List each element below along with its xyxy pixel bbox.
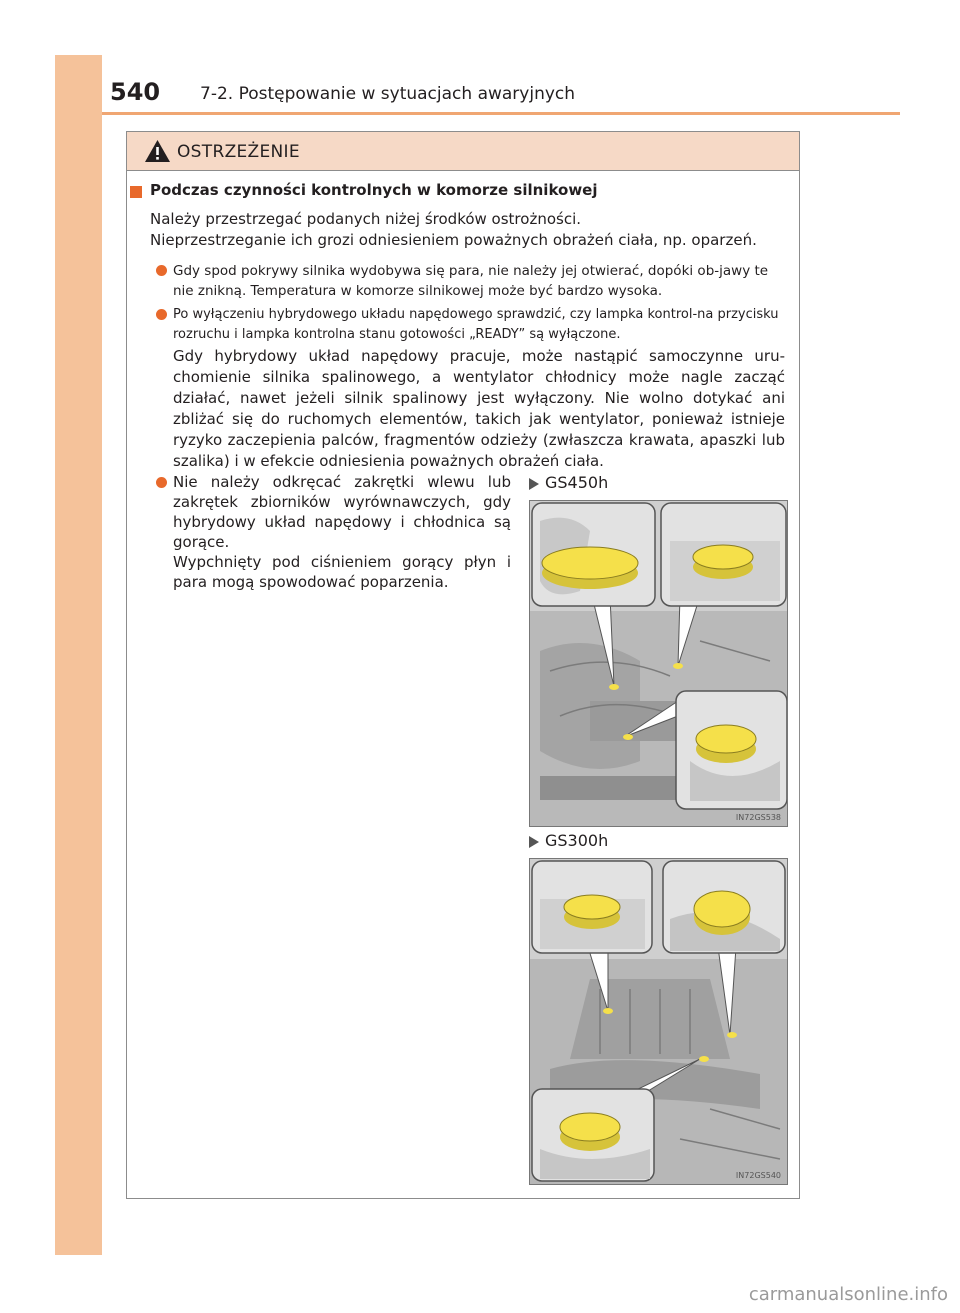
intro-line-2: Nieprzestrzeganie ich grozi odniesieniem poważnych obrażeń ciała, np. oparzeń. <box>150 231 757 249</box>
figure-label-gs450h: GS450h <box>545 473 609 492</box>
watermark: carmanualsonline.info <box>748 1284 948 1305</box>
side-tab-strip <box>55 55 102 1255</box>
bullet-caps <box>173 472 511 592</box>
engine-bay-illustration <box>530 859 788 1185</box>
figure-code: IN72GS540 <box>735 1171 781 1180</box>
figure-label-gs300h: GS300h <box>545 831 609 850</box>
warning-title: OSTRZEŻENIE <box>177 142 300 162</box>
bullet-dot-icon <box>156 477 167 488</box>
bullet-hybrid-off: Po wyłączeniu hybrydowego układu napędowego sprawdzić, czy lampka kontrol-na przycisku rozruchu i lampka kontrolna stanu gotowości „READY” są wyłączone. <box>173 307 779 342</box>
bullet-steam: Gdy spod pokrywy silnika wydobywa się para, nie należy jej otwierać, dopóki ob-jawy te nie znikną. Temperatura w komorze silnikowej może być bardzo wysoka. <box>173 263 769 299</box>
warning-triangle-icon <box>144 139 171 163</box>
warning-intro <box>150 209 790 251</box>
bullet-dot-icon <box>156 309 167 320</box>
engine-bay-illustration <box>530 501 788 827</box>
engine-figure-gs450h <box>529 500 788 827</box>
bullet-caps-text-2: Wypchnięty pod ciśnieniem gorący płyn i para mogą spowodować poparzenia. <box>173 553 511 591</box>
warning-header <box>127 132 799 171</box>
header-rule <box>102 112 900 115</box>
triangle-bullet-icon <box>529 836 539 848</box>
triangle-bullet-icon <box>529 478 539 490</box>
intro-line-1: Należy przestrzegać podanych niżej środków ostrożności. <box>150 210 582 228</box>
square-bullet-icon <box>130 186 142 198</box>
bullet-caps-text: Nie należy odkręcać zakrętki wlewu lub zakrętek zbiorników wyrównawczych, gdy hybrydowy układ napędowy i chłodnica są gorące. <box>173 473 511 551</box>
engine-figure-gs300h <box>529 858 788 1185</box>
bullet-hybrid-running: Gdy hybrydowy układ napędowy pracuje, może nastąpić samoczynne uru-chomienie silnika spalinowego, a wentylator chłodnicy może nagle zacząć działać, nawet jeżeli silnik spalinowy jest wyłączony. Nie wolno dotykać ani zbliżać się do ruchomych elementów, takich jak wentylator, ponieważ istnieje ryzyko zaczepienia palców, fragmentów odzieży (zwłaszcza krawata, apaszki lub szalika) i w efekcie odniesienia poważnych obrażeń ciała. <box>173 347 785 470</box>
bullet-dot-icon <box>156 265 167 276</box>
page-number: 540 <box>110 78 161 106</box>
section-title: 7-2. Postępowanie w sytuacjach awaryjnych <box>200 84 576 104</box>
figure-code: IN72GS538 <box>735 813 781 822</box>
warning-subheading: Podczas czynności kontrolnych w komorze silnikowej <box>150 181 598 199</box>
